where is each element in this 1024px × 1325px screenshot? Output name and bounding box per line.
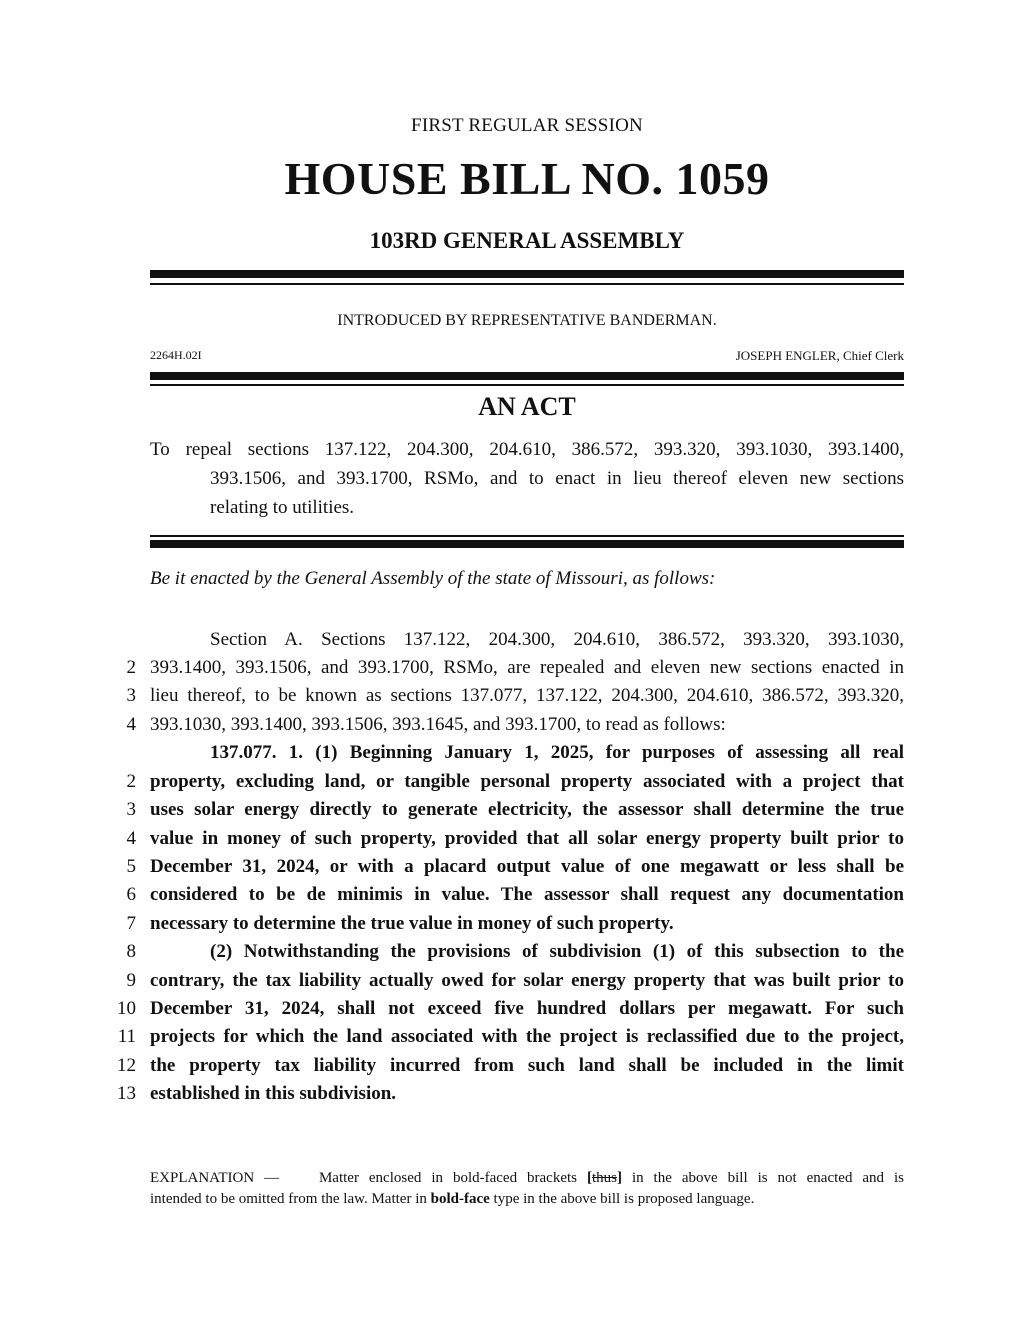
mid-rule-thick [150,372,904,380]
section-line: 137.077. 1. (1) Beginning January 1, 2025, for purposes of assessing all real [210,742,904,763]
lower-rule-thin [150,535,904,537]
line-number: 9 [126,970,136,991]
mid-rule-thin [150,384,904,386]
chief-clerk: JOSEPH ENGLER, Chief Clerk [735,348,904,363]
section-line: uses solar energy directly to generate electricity, the assessor shall determine the true [150,799,904,820]
section-a-line: lieu thereof, to be known as sections 137.077, 137.122, 204.300, 204.610, 386.572, 393.320, [150,685,904,706]
explanation-text: intended to be omitted from the law. Matter in [150,1191,431,1207]
act-heading: AN ACT [478,392,576,421]
line-number: 4 [126,714,136,735]
lower-rule-thick [150,540,904,548]
bold-word: bold-face [430,1191,490,1207]
explanation-text: in the above bill is not enacted and is [621,1170,905,1186]
session-label: FIRST REGULAR SESSION [411,115,643,136]
top-rule-thin [150,283,904,285]
bracket-open: [ [586,1170,592,1186]
top-rule-thick [150,270,904,278]
section-line: established in this subdivision. [150,1083,397,1104]
line-number: 2 [126,771,136,792]
line-number: 5 [126,856,136,877]
section-line: considered to be de minimis in value. The assessor shall request any documentation [150,884,904,905]
section-line: necessary to determine the true value in money of such property. [150,913,674,934]
act-title [150,435,904,522]
section-line: property, excluding land, or tangible personal property associated with a project that [150,771,904,792]
line-number: 7 [126,913,136,934]
act-title-line: 393.1506, and 393.1700, RSMo, and to enact in lieu thereof eleven new sections [210,468,904,489]
line-number: 6 [126,884,136,905]
section-line: projects for which the land associated with the project is reclassified due to the project, [150,1026,904,1047]
section-a-line: 393.1030, 393.1400, 393.1506, 393.1645, and 393.1700, to read as follows: [150,714,726,735]
section-line: December 31, 2024, or with a placard output value of one megawatt or less shall be [150,856,904,877]
line-number: 13 [117,1083,136,1104]
explanation-note [150,1168,904,1210]
section-a-line: Section A. Sections 137.122, 204.300, 204.610, 386.572, 393.320, 393.1030, [210,629,904,650]
section-line: December 31, 2024, shall not exceed five hundred dollars per megawatt. For such [150,998,904,1019]
struck-word: thus [591,1170,617,1186]
explanation-text: type in the above bill is proposed language. [489,1191,755,1207]
act-title-line: relating to utilities. [210,497,355,518]
bracket-close: ] [616,1170,622,1186]
explanation-label: EXPLANATION — [150,1170,280,1186]
line-number: 10 [117,998,136,1019]
line-number: 2 [126,657,136,678]
line-number: 4 [126,828,136,849]
line-number: 3 [126,685,136,706]
line-number: 3 [126,799,136,820]
bill-code: 2264H.02I [150,348,202,362]
section-line: contrary, the tax liability actually owed for solar energy property that was built prior to [150,970,904,991]
enacting-clause: Be it enacted by the General Assembly of the state of Missouri, as follows: [150,568,716,589]
introduced-by: INTRODUCED BY REPRESENTATIVE BANDERMAN. [337,312,717,329]
bill-title: HOUSE BILL NO. 1059 [284,153,770,204]
explanation-text: Matter enclosed in bold-faced brackets [318,1170,587,1186]
section-a-line: 393.1400, 393.1506, and 393.1700, RSMo, are repealed and eleven new sections enacted in [150,657,904,678]
line-number: 11 [117,1026,136,1047]
line-number: 8 [126,941,136,962]
section-line: the property tax liability incurred from such land shall be included in the limit [150,1055,904,1076]
section-line: (2) Notwithstanding the provisions of subdivision (1) of this subsection to the [210,941,904,962]
line-number: 12 [117,1055,136,1076]
section-line: value in money of such property, provided that all solar energy property built prior to [150,828,904,849]
act-title-line: To repeal sections 137.122, 204.300, 204.610, 386.572, 393.320, 393.1030, 393.1400, [150,439,904,460]
assembly-label: 103RD GENERAL ASSEMBLY [369,228,685,253]
